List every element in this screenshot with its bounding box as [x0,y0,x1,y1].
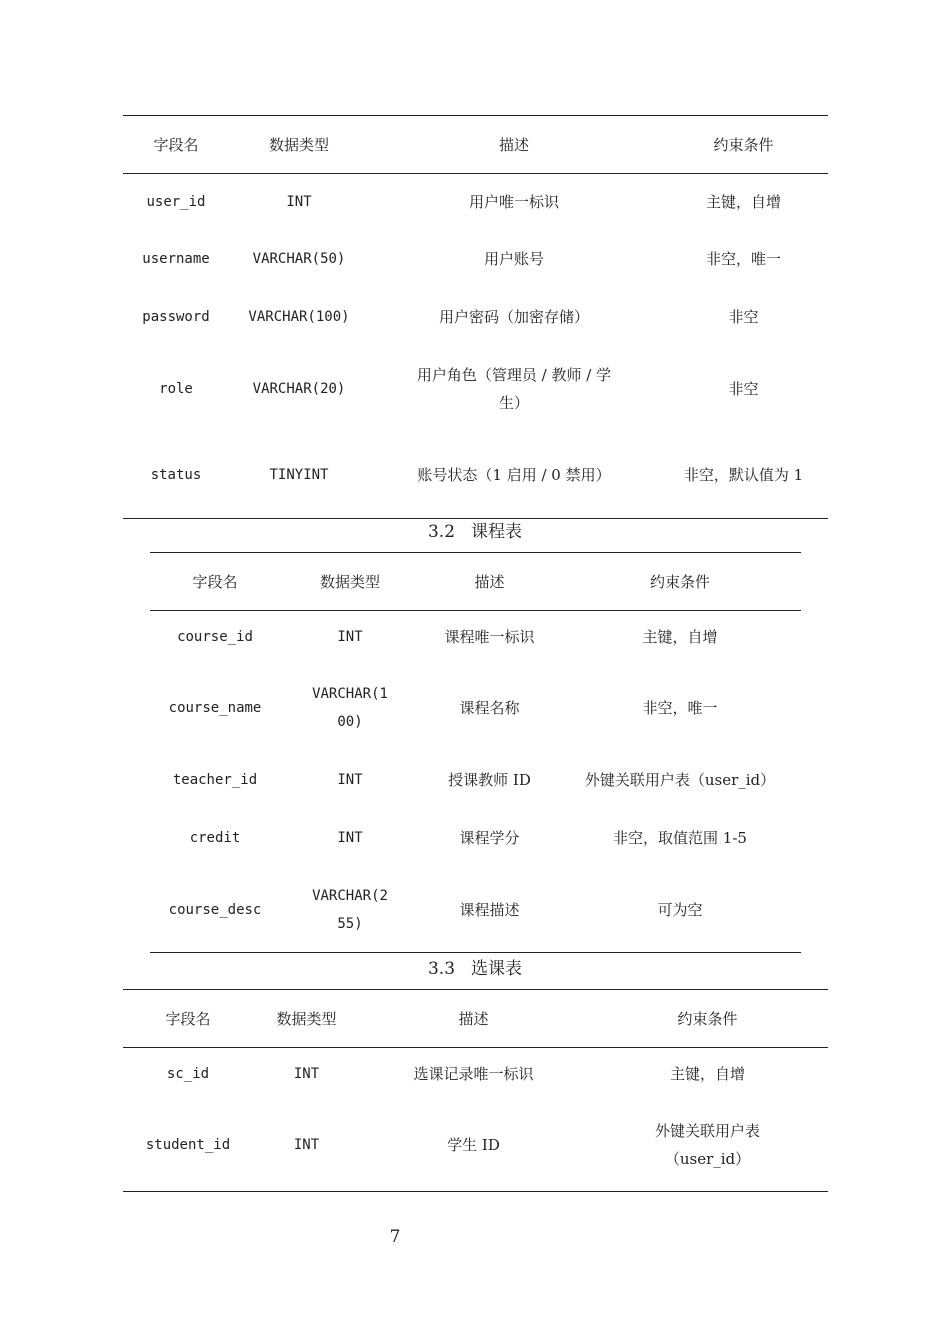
header-constraint: 约束条件 [677,1009,738,1028]
cell-data-type: INT [337,772,363,788]
table-row [150,808,801,868]
table-row [123,289,828,346]
cell-constraint: 外键关联用户表（user_id） [584,771,776,789]
table-row [123,1048,828,1100]
cell-data-type: TINYINT [269,466,329,483]
cell-constraint: 非空，唯一 [705,250,781,268]
cell-field-name: teacher_id [172,772,258,788]
table-row [123,230,828,289]
caption-number: 3.3 [427,959,456,979]
cell-constraint: 非空 [728,379,759,398]
cell-field-name: course_id [177,628,253,645]
table-header-row [123,990,828,1048]
cell-data-type: INT [286,193,312,210]
cell-field-name: user_id [146,193,206,210]
table-row [150,663,801,753]
header-description: 描述 [498,135,529,154]
cell-description: 用户密码（加密存储） [438,308,589,326]
cell-constraint: 非空，默认值为 1 [683,465,804,484]
cell-constraint: 非空，唯一 [642,698,718,717]
cell-constraint: 主键，自增 [705,192,781,211]
cell-field-name: username [142,251,210,267]
cell-constraint: 外键关联用户表（user_id） [654,1122,760,1169]
cell-field-name: student_id [145,1137,231,1154]
user-table [123,115,828,519]
table-header-row [123,116,828,174]
cell-description: 课程描述 [459,900,520,919]
cell-field-name: course_desc [168,901,262,918]
cell-data-type: VARCHAR(255) [312,887,388,932]
cell-constraint: 非空，取值范围 1-5 [613,828,747,847]
cell-field-name: status [150,466,202,483]
cell-description: 课程名称 [459,698,520,717]
table-row [123,346,828,432]
cell-description: 账号状态（1 启用 / 0 禁用） [417,465,611,484]
cell-data-type: INT [293,1137,320,1154]
cell-field-name: password [142,309,210,325]
cell-data-type: INT [337,628,363,645]
table-row [150,611,801,663]
cell-constraint: 主键，自增 [669,1064,745,1083]
caption-title: 课程表 [471,522,523,542]
header-field-name: 字段名 [153,135,199,154]
cell-description: 用户账号 [483,250,544,268]
course-selection-table [123,989,828,1192]
table-caption-course [0,519,950,545]
table-caption-selection [0,956,950,982]
cell-description: 课程唯一标识 [444,627,535,646]
header-constraint: 约束条件 [713,135,774,154]
cell-field-name: role [159,380,193,397]
cell-description: 选课记录唯一标识 [413,1064,534,1083]
cell-constraint: 主键，自增 [642,627,718,646]
cell-constraint: 非空 [728,308,759,326]
page-number: 7 [389,1227,401,1247]
table-row [123,1100,828,1192]
cell-data-type: INT [293,1065,320,1082]
cell-description: 学生 ID [447,1136,500,1155]
cell-description: 用户角色（管理员 / 教师 / 学生） [416,365,612,412]
header-field-name: 字段名 [165,1009,211,1028]
table-row [123,432,828,519]
caption-title: 选课表 [471,959,523,979]
header-field-name: 字段名 [192,572,238,591]
cell-constraint: 可为空 [657,900,703,919]
cell-data-type: INT [337,829,363,846]
header-constraint: 约束条件 [649,572,710,591]
table-row [150,868,801,953]
cell-field-name: credit [189,829,241,846]
table-row [123,174,828,230]
table-row [150,753,801,808]
header-description: 描述 [474,572,505,591]
cell-description: 课程学分 [459,828,520,847]
cell-description: 授课教师 ID [448,771,531,789]
cell-description: 用户唯一标识 [468,192,559,211]
cell-data-type: VARCHAR(100) [312,685,388,730]
cell-data-type: VARCHAR(20) [252,380,346,397]
header-data-type: 数据类型 [319,572,380,591]
course-table [150,552,801,953]
caption-number: 3.2 [427,522,456,542]
header-data-type: 数据类型 [268,135,329,154]
table-header-row [150,553,801,611]
cell-data-type: VARCHAR(50) [252,251,346,267]
header-description: 描述 [458,1009,489,1028]
cell-data-type: VARCHAR(100) [248,309,350,325]
cell-field-name: sc_id [166,1065,210,1082]
header-data-type: 数据类型 [276,1009,337,1028]
cell-field-name: course_name [168,699,262,716]
